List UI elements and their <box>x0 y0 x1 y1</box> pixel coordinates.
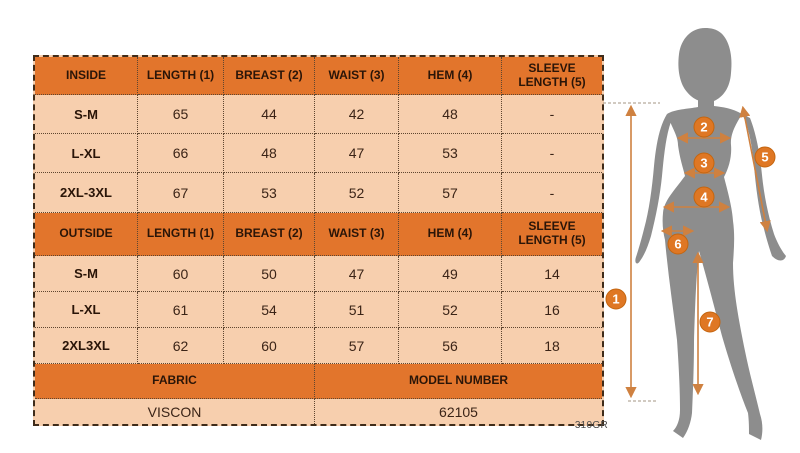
value-cell: 56 <box>399 328 502 364</box>
value-cell: - <box>502 95 602 134</box>
col-header-length: LENGTH (1) <box>138 213 224 256</box>
col-header-hem: HEM (4) <box>399 213 502 256</box>
value-cell: 48 <box>399 95 502 134</box>
marker-2-label: 2 <box>700 119 708 135</box>
marker-6-label: 6 <box>674 236 682 252</box>
size-label: S-M <box>35 256 138 292</box>
model-number-value: 62105 <box>315 399 602 424</box>
value-cell: 65 <box>138 95 224 134</box>
value-cell: 47 <box>315 134 399 173</box>
value-cell: 48 <box>224 134 315 173</box>
value-cell: 52 <box>315 173 399 213</box>
value-cell: 66 <box>138 134 224 173</box>
fabric-header: FABRIC <box>35 364 315 399</box>
measurement-figure <box>600 0 800 448</box>
value-cell: 61 <box>138 292 224 328</box>
value-cell: 49 <box>399 256 502 292</box>
value-cell: 16 <box>502 292 602 328</box>
value-cell: 62 <box>138 328 224 364</box>
value-cell: 51 <box>315 292 399 328</box>
value-cell: 14 <box>502 256 602 292</box>
female-body-silhouette-svg <box>600 0 800 448</box>
col-header-sleeve-length: SLEEVE LENGTH (5) <box>502 57 602 95</box>
value-cell: 60 <box>224 328 315 364</box>
size-chart-table <box>33 55 604 426</box>
value-cell: 52 <box>399 292 502 328</box>
marker-5-label: 5 <box>761 149 769 165</box>
marker-1-label: 1 <box>612 291 620 307</box>
value-cell: 57 <box>399 173 502 213</box>
value-cell: 50 <box>224 256 315 292</box>
col-header-breast: BREAST (2) <box>224 57 315 95</box>
col-header-length: LENGTH (1) <box>138 57 224 95</box>
value-cell: 53 <box>224 173 315 213</box>
col-header-waist: WAIST (3) <box>315 57 399 95</box>
value-cell: - <box>502 134 602 173</box>
marker-4-label: 4 <box>700 189 708 205</box>
model-number-header: MODEL NUMBER <box>315 364 602 399</box>
col-header-breast: BREAST (2) <box>224 213 315 256</box>
size-label: 2XL-3XL <box>35 173 138 213</box>
value-cell: 47 <box>315 256 399 292</box>
value-cell: 42 <box>315 95 399 134</box>
weight-footnote: 310GR <box>574 420 608 431</box>
value-cell: 57 <box>315 328 399 364</box>
value-cell: 44 <box>224 95 315 134</box>
value-cell: 67 <box>138 173 224 213</box>
size-label: S-M <box>35 95 138 134</box>
size-label: L-XL <box>35 292 138 328</box>
value-cell: 18 <box>502 328 602 364</box>
col-header-hem: HEM (4) <box>399 57 502 95</box>
marker-7-label: 7 <box>706 314 714 330</box>
section-header-outside: OUTSIDE <box>35 213 138 256</box>
col-header-waist: WAIST (3) <box>315 213 399 256</box>
col-header-sleeve-length: SLEEVE LENGTH (5) <box>502 213 602 256</box>
value-cell: 54 <box>224 292 315 328</box>
value-cell: - <box>502 173 602 213</box>
size-label: 2XL3XL <box>35 328 138 364</box>
marker-3-label: 3 <box>700 155 708 171</box>
body-shape <box>663 88 763 440</box>
value-cell: 60 <box>138 256 224 292</box>
fabric-value: VISCON <box>35 399 315 424</box>
section-header-inside: INSIDE <box>35 57 138 95</box>
size-label: L-XL <box>35 134 138 173</box>
value-cell: 53 <box>399 134 502 173</box>
sleeve-arrow-5 <box>743 108 767 230</box>
female-silhouette <box>635 28 786 440</box>
